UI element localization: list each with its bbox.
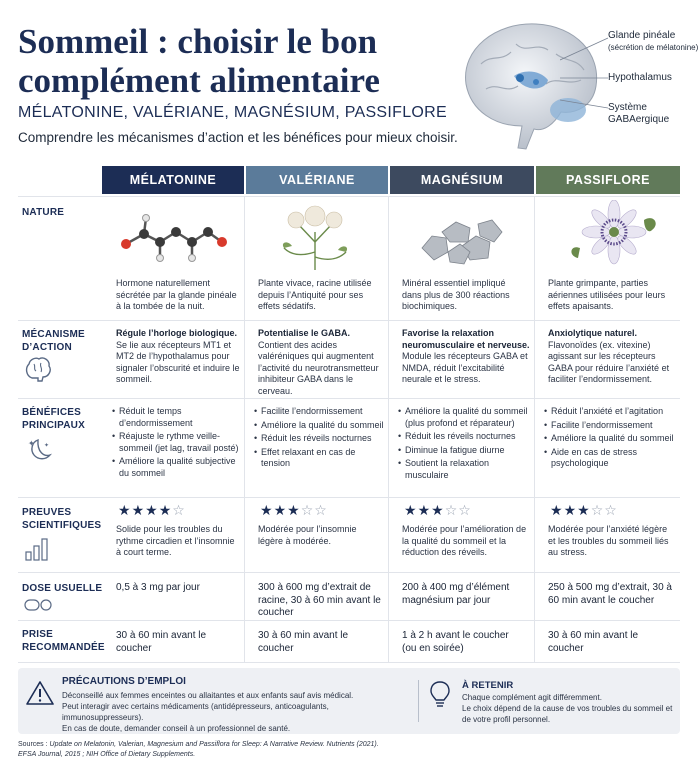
prise-valeriane: 30 à 60 min avant le coucher bbox=[258, 630, 349, 654]
nature-passiflore: Plante grimpante, parties aériennes utilisées pour leurs effets apaisants. bbox=[548, 278, 666, 311]
star-empty-icon: ☆ bbox=[300, 502, 315, 518]
star-empty-icon: ☆ bbox=[604, 502, 618, 518]
sources-footnote: Sources : Update on Melatonin, Valerian, Magnesium and Passiflora for Sleep: A Narrative Review. Nutrients (2021). EFSA Journal, 2015 ; NIH Office of Dietary Supplements. bbox=[18, 741, 379, 758]
row-label-nature: NATURE bbox=[22, 207, 65, 218]
star-empty-icon: ☆ bbox=[590, 502, 605, 518]
precautions-title: PRÉCAUTIONS D’EMPLOI bbox=[62, 676, 186, 687]
row-divider bbox=[18, 398, 680, 399]
col-head-melatonine: MÉLATONINE bbox=[102, 166, 244, 194]
col-head-valeriane: VALÉRIANE bbox=[246, 166, 388, 194]
retenir-title: À RETENIR bbox=[462, 680, 514, 691]
warning-icon bbox=[26, 680, 54, 706]
page-tagline: Comprendre les mécanismes d’action et les bénéfices pour mieux choisir. bbox=[18, 130, 458, 145]
list-item: • Améliore la qualité du sommeil bbox=[544, 433, 676, 445]
retenir-text: Chaque complément agit différemment. Le choix dépend de la cause de vos troubles du sommeil et de votre profil personnel. bbox=[462, 693, 673, 724]
rating-stars bbox=[404, 502, 472, 519]
list-item: • Diminue la fatigue diurne bbox=[398, 445, 530, 457]
list-item: • Réduit les réveils nocturnes bbox=[254, 433, 384, 445]
star-filled-icon: ★ bbox=[158, 502, 173, 518]
prise-melatonine: 30 à 60 min avant le coucher bbox=[116, 630, 207, 654]
star-filled-icon: ★ bbox=[563, 502, 578, 518]
prise-passiflore: 30 à 60 min avant le coucher bbox=[548, 630, 639, 654]
star-empty-icon: ☆ bbox=[314, 502, 328, 518]
row-label-preuves: PREUVES SCIENTIFIQUES bbox=[22, 507, 102, 531]
star-filled-icon: ★ bbox=[260, 502, 274, 518]
star-filled-icon: ★ bbox=[550, 502, 564, 518]
row-label-dose: DOSE USUELLE bbox=[22, 583, 103, 594]
passionflower-icon bbox=[566, 200, 662, 272]
list-item: • Aide en cas de stress psychologique bbox=[544, 447, 676, 470]
star-empty-icon: ☆ bbox=[458, 502, 472, 518]
row-divider bbox=[18, 620, 680, 621]
row-divider bbox=[18, 320, 680, 321]
benefices-magnesium bbox=[398, 406, 530, 483]
moon-stars-icon bbox=[24, 436, 54, 464]
preuves-magnesium: Modérée pour l’amélioration de la qualité du sommeil et la réduction des réveils. bbox=[402, 524, 527, 557]
star-filled-icon: ★ bbox=[145, 502, 159, 518]
nature-melatonine: Hormone naturellement sécrétée par la glande pinéale à la tombée de la nuit. bbox=[116, 278, 237, 311]
nature-magnesium: Minéral essentiel impliqué dans plus de 300 réactions biochimiques. bbox=[402, 278, 510, 311]
melatonin-molecule-icon bbox=[116, 208, 234, 270]
capsule-icon bbox=[24, 598, 52, 612]
benefices-valeriane bbox=[254, 406, 384, 472]
rating-stars bbox=[118, 502, 186, 519]
list-item: • Améliore la qualité subjective du sommeil bbox=[112, 456, 240, 479]
brain-icon bbox=[24, 356, 52, 382]
star-empty-icon: ☆ bbox=[172, 502, 186, 518]
preuves-passiflore: Modérée pour l’anxiété légère et les troubles du sommeil liés au stress. bbox=[548, 524, 669, 557]
star-filled-icon: ★ bbox=[577, 502, 591, 518]
mecanisme-melatonine: Régule l’horloge biologique. Se lie aux récepteurs MT1 et MT2 de l’hypothalamus pour signaler l’obscurité et induire le sommeil. bbox=[116, 328, 240, 384]
row-divider bbox=[18, 572, 680, 573]
box-divider bbox=[418, 680, 419, 722]
brain-label-lines bbox=[560, 30, 610, 120]
dose-magnesium: 200 à 400 mg d’élément magnésium par jour bbox=[402, 582, 510, 606]
star-filled-icon: ★ bbox=[131, 502, 146, 518]
bar-chart-icon bbox=[24, 534, 50, 562]
precautions-text: Déconseillé aux femmes enceintes ou allaitantes et aux enfants sauf avis médical. Peut interagir avec certains médicaments (antidépresseurs, anticoagulants, immunosuppresseurs). En cas de doute, demander conseil à un professionnel de santé. bbox=[62, 691, 354, 733]
preuves-melatonine: Solide pour les troubles du rythme circadien et l’insomnie à court terme. bbox=[116, 524, 235, 557]
star-filled-icon: ★ bbox=[273, 502, 288, 518]
star-filled-icon: ★ bbox=[404, 502, 418, 518]
row-divider bbox=[18, 662, 680, 663]
mecanisme-magnesium: Favorise la relaxation neuromusculaire et nerveuse. Module les récepteurs GABA et NMDA, réduit l’excitabilité neurale et le stress. bbox=[402, 328, 530, 384]
list-item: • Soutient la relaxation musculaire bbox=[398, 458, 530, 481]
col-divider bbox=[534, 196, 535, 662]
brain-label-pineal: Glande pinéale (sécrétion de mélatonine) bbox=[608, 30, 699, 52]
rating-stars bbox=[260, 502, 328, 519]
row-label-prise: PRISE RECOMMANDÉE bbox=[22, 629, 105, 653]
mecanisme-valeriane: Potentialise le GABA. Contient des acides valéréniques qui augmentent l’activité du neurotransmetteur inhibiteur GABA dans le cerveau. bbox=[258, 328, 379, 396]
brain-label-gaba: Système GABAergique bbox=[608, 102, 670, 125]
page-subtitle: MÉLATONINE, VALÉRIANE, MAGNÉSIUM, PASSIFLORE bbox=[18, 104, 447, 121]
benefices-melatonine bbox=[112, 406, 240, 481]
row-label-benefices: BÉNÉFICES PRINCIPAUX bbox=[22, 407, 85, 431]
lightbulb-icon bbox=[428, 680, 452, 710]
list-item: • Améliore la qualité du sommeil (plus profond et réparateur) bbox=[398, 406, 530, 429]
prise-magnesium: 1 à 2 h avant le coucher (ou en soirée) bbox=[402, 630, 509, 654]
list-item: • Facilite l’endormissement bbox=[544, 420, 676, 432]
preuves-valeriane: Modérée pour l’insomnie légère à modérée. bbox=[258, 524, 357, 546]
rating-stars bbox=[550, 502, 618, 519]
col-head-passiflore: PASSIFLORE bbox=[536, 166, 680, 194]
nature-valeriane: Plante vivace, racine utilisée depuis l’Antiquité pour ses effets sédatifs. bbox=[258, 278, 372, 311]
brain-label-hypothalamus: Hypothalamus bbox=[608, 72, 672, 83]
star-filled-icon: ★ bbox=[431, 502, 445, 518]
svg-text:✦: ✦ bbox=[28, 439, 35, 448]
col-head-magnesium: MAGNÉSIUM bbox=[390, 166, 534, 194]
magnesium-stones-icon bbox=[412, 206, 512, 266]
row-label-mecanisme: MÉCANISME D’ACTION bbox=[22, 329, 85, 353]
list-item: • Améliore la qualité du sommeil bbox=[254, 420, 384, 432]
star-filled-icon: ★ bbox=[287, 502, 301, 518]
dose-passiflore: 250 à 500 mg d’extrait, 30 à 60 min avant le coucher bbox=[548, 582, 672, 606]
list-item: • Réduit l’anxiété et l’agitation bbox=[544, 406, 676, 418]
col-divider bbox=[244, 196, 245, 662]
dose-melatonine: 0,5 à 3 mg par jour bbox=[116, 582, 200, 593]
page-title: Sommeil : choisir le bon complément alimentaire bbox=[18, 22, 380, 100]
list-item: • Facilite l’endormissement bbox=[254, 406, 384, 418]
star-filled-icon: ★ bbox=[118, 502, 132, 518]
list-item: • Effet relaxant en cas de tension bbox=[254, 447, 384, 470]
star-empty-icon: ☆ bbox=[444, 502, 459, 518]
mecanisme-passiflore: Anxiolytique naturel. Flavonoïdes (ex. vitexine) agissant sur les récepteurs GABA pour réduire l’anxiété et faciliter l’endormissement. bbox=[548, 328, 670, 384]
benefices-passiflore bbox=[544, 406, 676, 472]
valerian-flower-icon bbox=[270, 202, 360, 272]
svg-text:✦: ✦ bbox=[44, 443, 50, 449]
row-divider bbox=[18, 497, 680, 498]
star-filled-icon: ★ bbox=[417, 502, 432, 518]
dose-valeriane: 300 à 600 mg d’extrait de racine, 30 à 60 min avant le coucher bbox=[258, 582, 381, 618]
list-item: • Réajuste le rythme veille-sommeil (jet lag, travail posté) bbox=[112, 431, 240, 454]
list-item: • Réduit les réveils nocturnes bbox=[398, 431, 530, 443]
col-divider bbox=[388, 196, 389, 662]
row-divider bbox=[18, 196, 680, 197]
list-item: • Réduit le temps d’endormissement bbox=[112, 406, 240, 429]
